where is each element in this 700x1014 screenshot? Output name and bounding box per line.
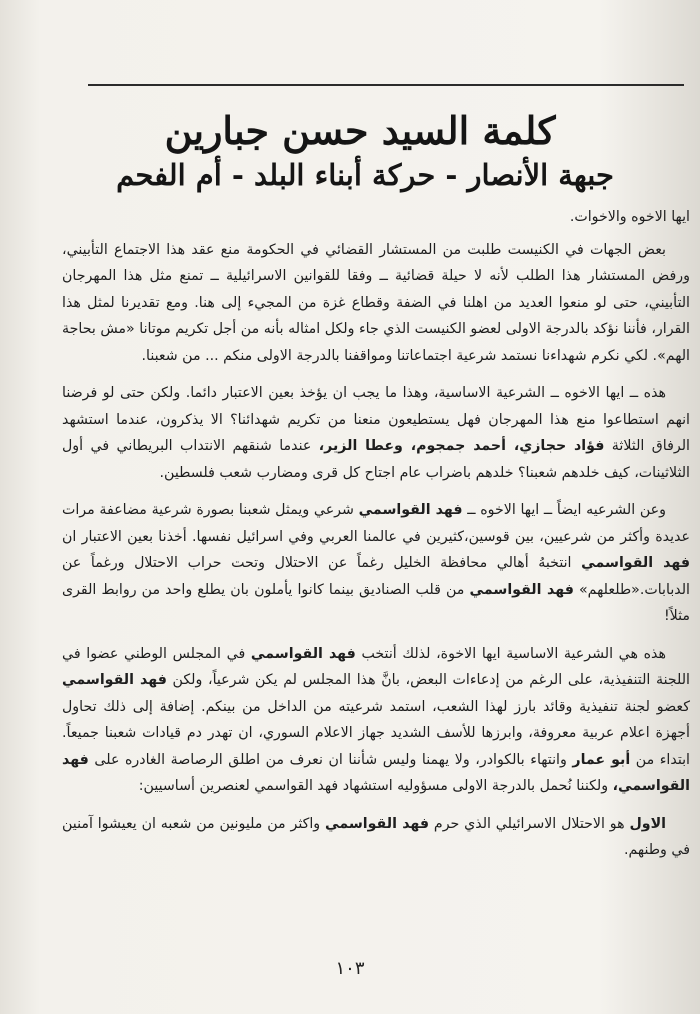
speech-subtitle: جبهة الأنصار - حركة أبناء البلد - أم الفحم bbox=[116, 158, 614, 192]
name-highlight: أبو عمار bbox=[572, 751, 631, 768]
speech-body bbox=[62, 204, 690, 875]
paragraph-2 bbox=[62, 237, 690, 370]
paragraph-text: وانتهاء بالكوادر، ولا يهمنا وليس شأننا ان نعرف من اطلق الرصاصة الغادره على bbox=[88, 751, 573, 768]
point-label: الاول bbox=[629, 815, 666, 832]
paragraph-text: بعض الجهات في الكنيست طلبت من المستشار القضائي في الحكومة منع عقد هذا الاجتماع التأبيني، ورفض المستشار هذا الطلب لأنه لا حيلة قضائية ــ وفقا للقوانين الاسرائيلية ــ تمنع مثل هذا المهرجان التأبيني، حتى لو منعوا العديد من اهلنا في الضفة وقطاع غزة من المجيء إلى هنا. ومع تقديرنا لمثل هذا القرار، فأننا نؤكد بالدرجة الاولى لعضو الكنيست الذي جاء ولكل امثاله بأنه من أجل تكريم موتانا «مش بحاجة الهم». لكي نكرم شهداءنا نستمد شرعية اجتماعاتنا ومواقفنا بالدرجة الاولى منكم ... من شعبنا. bbox=[62, 241, 690, 364]
paragraph-text: من قلب الصناديق بينما كانوا يأملون بان يطلع واحد من روابط القرى مثلاً! bbox=[62, 581, 690, 624]
paragraph-1 bbox=[62, 204, 690, 231]
header-rule bbox=[88, 84, 684, 86]
speech-title: كلمة السيد حسن جبارين bbox=[164, 108, 556, 153]
name-highlight: فهد القواسمي bbox=[469, 581, 574, 598]
paragraph-4 bbox=[62, 497, 690, 630]
name-highlight: فهد القواسمي bbox=[581, 555, 690, 571]
name-highlight: فهد القواسمي، bbox=[62, 751, 690, 794]
paragraph-text: انتخبهُ أهالي محافظة الخليل رغماً عن الاحتلال وتحت حراب الاحتلال ورغماً عن الدبابات.«طلعلهم» bbox=[62, 555, 690, 598]
name-highlight: فهد القواسمي bbox=[250, 645, 356, 662]
paragraph-text: كعضو لجنة تنفيذية وقائد بارز لهذا الشعب، استمد شرعيته من الداخل من بينكم. إضافة إلى ذلك تحاول أجهزة اعلام عربية معروفة، وابرزها للأسف الشديد جهاز الاعلام السوري، ان تهدر دم قيادات شعبنا جميعاً. ابتداء من bbox=[62, 698, 690, 768]
paragraph-text: هذه هي الشرعية الاساسية ايها الاخوة، لذلك أنتخب bbox=[355, 645, 666, 662]
paragraph-6 bbox=[62, 811, 690, 864]
paragraph-text: هذه ــ ايها الاخوه ــ الشرعية الاساسية، وهذا ما يجب ان يؤخذ بعين الاعتبار دائما. ولكن حتى لو فرضنا انهم استطاعوا منع هذا المهرجان فهل يستطيعون منعنا من تكريم شهدائنا؟ الا يذكرون، عندما استشهد الرفاق الثلاثة bbox=[62, 385, 690, 454]
paragraph-5 bbox=[62, 641, 690, 800]
paragraph-text: شرعي ويمثل شعبنا بصورة شرعية مضاعفة مرات عديدة وأكثر من شرعيين، بين قوسين،كثيرين في عالمنا العربي وفي اسرائيل نفسها. أخذنا بعين الاعتبار ان bbox=[62, 502, 690, 545]
paragraph-text: وعن الشرعيه ايضاً ــ ايها الاخوه ــ bbox=[462, 502, 666, 518]
paragraph-text: في المجلس الوطني عضوا في اللجنة التنفيذية، على الرغم من إدعاءات البعض، بانَّ هذا المجلس لم يكن شرعياً، ولكن bbox=[62, 645, 690, 688]
page-number: ١٠٣ bbox=[335, 958, 365, 979]
name-highlight: فهد القواسمي bbox=[358, 502, 463, 518]
name-highlight: فهد القواسمي bbox=[324, 815, 430, 832]
paragraph-text: واكثر من مليونين من شعبه ان يعيشوا آمنين في وطنهم. bbox=[62, 815, 690, 858]
paragraph-3 bbox=[62, 380, 690, 486]
name-highlight: فهد القواسمي bbox=[62, 672, 167, 688]
martyrs-names: فؤاد حجازي، أحمد جمجوم، وعطا الزير، bbox=[318, 438, 605, 454]
paragraph-text: هو الاحتلال الاسرائيلي الذي حرم bbox=[429, 815, 630, 832]
paragraph-text: ايها الاخوه والاخوات. bbox=[569, 209, 690, 225]
paragraph-text: ولكننا نُحمل بالدرجة الاولى مسؤوليه استشهاد فهد القواسمي لعنصرين أساسيين: bbox=[138, 778, 613, 794]
paragraph-text: عندما شنقهم الانتداب البريطاني في أول الثلاثينات، كيف خلدهم شعبنا؟ خلدهم باضراب عام اجتاح كل قرى ومضارب شعب فلسطين. bbox=[62, 438, 690, 481]
